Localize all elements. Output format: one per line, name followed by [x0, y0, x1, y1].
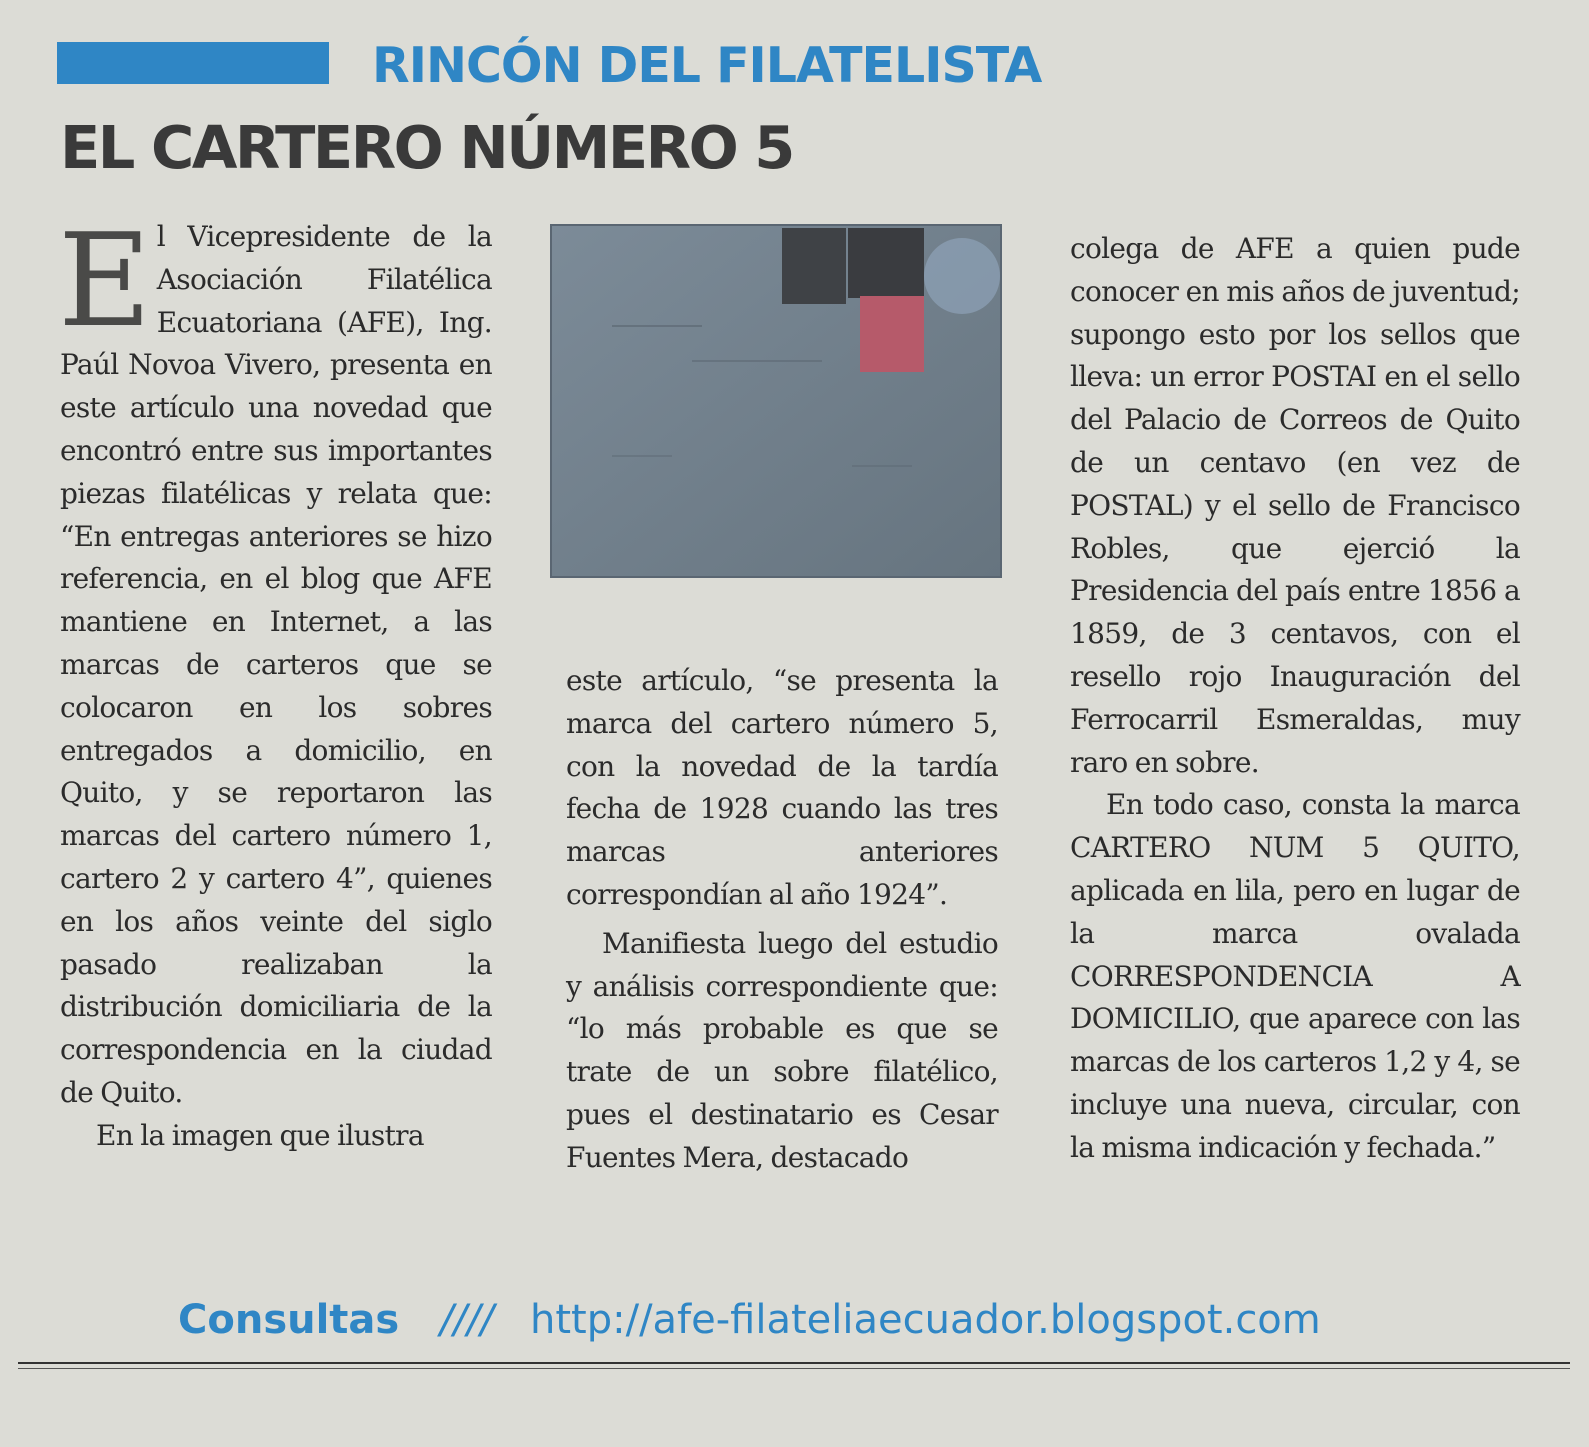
postmark-circle [924, 238, 1000, 314]
paragraph: Manifiesta luego del estudio y análisis correspondiente que: “lo más probable es que se trate de un sobre filatélico, pues el destinatario es Cesar Fuentes Mera, destacado [566, 926, 998, 1174]
drop-cap: E [58, 207, 151, 356]
article-headline: EL CARTERO NÚMERO 5 [60, 113, 793, 182]
footer-separator: //// [440, 1297, 494, 1343]
article-column-2 [566, 660, 998, 1180]
paragraph: En todo caso, consta la marca CARTERO NUM 5 QUITO, aplicada en lila, pero en lugar de la marca ovalada CORRESPONDENCIA A DOMICILIO, que aparece con las marcas de los carteros 1,2 y 4, se incluye una nueva, circular, con la misma indicación y fechada.” [1070, 788, 1520, 1164]
bottom-rule [18, 1362, 1570, 1364]
envelope-image [552, 226, 1002, 578]
paragraph: este artículo, “se presenta la marca del cartero número 5, con la novedad de la tardía fecha de 1928 cuando las tres marcas anteriores correspondían al año 1924”. [566, 664, 998, 911]
bottom-rule-thin [18, 1368, 1570, 1369]
section-title: RINCÓN DEL FILATELISTA [372, 37, 1042, 94]
article-column-3 [1070, 228, 1520, 1170]
envelope-photo [550, 224, 1002, 578]
paragraph: colega de AFE a quien pude conocer en mis años de juventud; supongo esto por los sellos que lleva: un error POSTAI en el sello del Palacio de Correos de Quito de un centavo (en vez de POSTAL) y el sello de Francisco Robles, que ejerció la Presidencia del país entre 1856 a 1859, de 3 centavos, con el resello rojo Inauguración del Ferrocarril Esmeraldas, muy raro en sobre. [1070, 232, 1520, 779]
stamp-dark-right [848, 228, 924, 298]
paragraph-intro: El Vicepresidente de la Asociación Filatélica Ecuatoriana (AFE), Ing. Paúl Novoa Vivero, presenta en este artículo una novedad que encontró entre sus importantes piezas filatélicas y relata que: “En entregas anteriores se hizo referencia, en el blog que AFE mantiene en Internet, a las marcas de carteros que se colocaron en los sobres entregados a domicilio, en Quito, y se reportaron las marcas del cartero número 1, cartero 2 y cartero 4”, quienes en los años veinte del siglo pasado realizaban la distribución domiciliaria de la correspondencia en la ciudad de Quito. [58, 207, 492, 1109]
stamp-red [860, 296, 924, 372]
section-color-bar [57, 42, 329, 84]
stamp-dark-left [782, 228, 846, 304]
footer-label: Consultas [178, 1297, 400, 1343]
article-column-1 [58, 207, 492, 1158]
blog-link[interactable]: http://afe-filateliaecuador.blogspot.com [530, 1297, 1321, 1343]
paragraph: En la imagen que ilustra [96, 1118, 424, 1152]
